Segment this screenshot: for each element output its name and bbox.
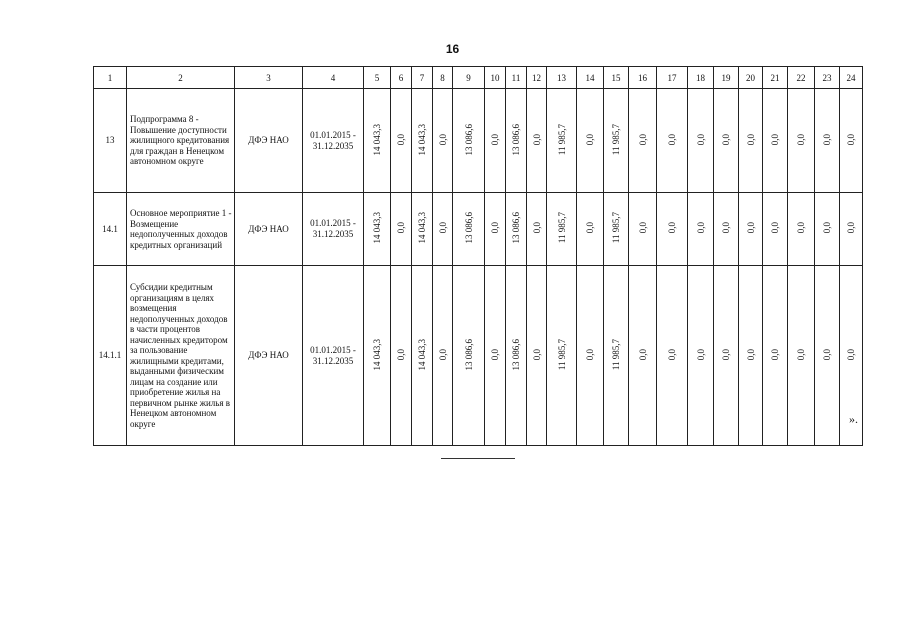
value-text: 0,0 (822, 222, 832, 234)
value-text: 0,0 (695, 133, 706, 146)
value-text: 0,0 (437, 222, 448, 234)
column-number: 6 (391, 67, 412, 89)
value-cell (815, 266, 840, 446)
value-text: 0,0 (846, 348, 856, 361)
value-text: 0,0 (695, 222, 706, 234)
value-text: 13 086,6 (511, 212, 521, 244)
value-cell (739, 266, 763, 446)
value-text: 0,0 (721, 222, 731, 234)
value-text: 14 043,3 (417, 338, 427, 371)
value-cell (815, 89, 840, 193)
value-text: 0,0 (822, 348, 832, 361)
value-text: 0,0 (585, 133, 595, 146)
value-text: 0,0 (490, 222, 500, 234)
value-cell (433, 193, 453, 266)
value-cell (688, 266, 714, 446)
row-executor: ДФЭ НАО (235, 266, 303, 446)
value-cell (577, 193, 604, 266)
row-period: 01.01.2015 - 31.12.2035 (303, 266, 364, 446)
value-text: 0,0 (490, 348, 500, 361)
value-text: 0,0 (846, 222, 856, 234)
value-cell (739, 193, 763, 266)
column-number: 21 (763, 67, 788, 89)
value-cell (485, 266, 506, 446)
value-cell (391, 193, 412, 266)
value-text: 0,0 (667, 133, 677, 146)
value-cell (714, 193, 739, 266)
value-cell (714, 89, 739, 193)
value-text: 0,0 (437, 348, 448, 361)
value-text: 0,0 (637, 133, 648, 146)
value-text: 0,0 (745, 133, 756, 146)
value-text: 14 043,3 (372, 212, 382, 244)
row-executor: ДФЭ НАО (235, 193, 303, 266)
value-cell (506, 193, 527, 266)
value-text: 0,0 (721, 348, 731, 361)
value-cell (788, 89, 815, 193)
program-table (93, 66, 863, 446)
value-cell (547, 193, 577, 266)
value-cell (629, 266, 657, 446)
value-text: 13 086,6 (511, 338, 521, 371)
value-text: 0,0 (667, 348, 677, 361)
value-cell (364, 193, 391, 266)
value-cell (604, 89, 629, 193)
value-cell (364, 266, 391, 446)
column-number: 3 (235, 67, 303, 89)
row-code: 14.1.1 (94, 266, 127, 446)
value-text: 0,0 (531, 133, 542, 146)
row-name: Основное мероприятие 1 - Возмещение недополученных доходов кредитных организаций (127, 193, 235, 266)
row-name: Субсидии кредитным организациям в целях возмещения недополученных доходов в части процентов начисленных кредитором за пользование жилищными кредитами, выданными физическим лицам на создание или приобретение жилья на первичном рынке жилья в Ненецком автономном округе (127, 266, 235, 446)
value-cell (629, 89, 657, 193)
value-text: 13 086,6 (463, 338, 474, 371)
value-text: 0,0 (796, 133, 806, 146)
closing-quote: ». (849, 412, 858, 426)
value-text: 11 985,7 (611, 212, 621, 244)
column-number: 5 (364, 67, 391, 89)
value-cell (506, 266, 527, 446)
value-cell (788, 266, 815, 446)
column-number: 15 (604, 67, 629, 89)
value-cell (604, 266, 629, 446)
value-text: 14 043,3 (372, 123, 382, 156)
row-code: 13 (94, 89, 127, 193)
column-number: 12 (527, 67, 547, 89)
table-row (94, 89, 863, 193)
value-text: 13 086,6 (463, 123, 474, 156)
column-number: 18 (688, 67, 714, 89)
column-number: 14 (577, 67, 604, 89)
column-number: 20 (739, 67, 763, 89)
value-text: 0,0 (721, 133, 731, 146)
value-cell (577, 266, 604, 446)
row-period: 01.01.2015 - 31.12.2035 (303, 193, 364, 266)
value-cell (506, 89, 527, 193)
value-cell (788, 193, 815, 266)
value-text: 11 985,7 (556, 212, 567, 244)
row-executor: ДФЭ НАО (235, 89, 303, 193)
value-text: 0,0 (796, 222, 806, 234)
value-cell (763, 89, 788, 193)
end-rule (441, 458, 515, 459)
value-cell (485, 89, 506, 193)
value-cell (391, 89, 412, 193)
value-cell (412, 89, 433, 193)
table-row (94, 266, 863, 446)
value-cell (657, 193, 688, 266)
column-number: 9 (453, 67, 485, 89)
value-text: 0,0 (667, 222, 677, 234)
row-period: 01.01.2015 - 31.12.2035 (303, 89, 364, 193)
value-cell (391, 266, 412, 446)
value-text: 0,0 (437, 133, 448, 146)
value-text: 0,0 (585, 348, 595, 361)
value-text: 11 985,7 (611, 123, 621, 156)
value-text: 0,0 (531, 222, 542, 234)
value-cell (453, 89, 485, 193)
column-number: 13 (547, 67, 577, 89)
value-text: 0,0 (822, 133, 832, 146)
value-cell (412, 266, 433, 446)
value-text: 11 985,7 (556, 123, 567, 156)
value-text: 0,0 (531, 348, 542, 361)
row-code: 14.1 (94, 193, 127, 266)
column-number: 11 (506, 67, 527, 89)
value-cell (453, 266, 485, 446)
value-cell (453, 193, 485, 266)
column-number: 4 (303, 67, 364, 89)
value-text: 0,0 (745, 348, 756, 361)
value-cell (657, 89, 688, 193)
row-name: Подпрограмма 8 - Повышение доступности жилищного кредитования для граждан в Ненецком автономном округе (127, 89, 235, 193)
value-text: 11 985,7 (556, 338, 567, 371)
column-number: 10 (485, 67, 506, 89)
page-number: 16 (445, 42, 460, 56)
value-cell (527, 89, 547, 193)
value-text: 11 985,7 (611, 338, 621, 371)
table-row (94, 193, 863, 266)
value-text: 0,0 (770, 133, 780, 146)
value-cell (815, 193, 840, 266)
value-text: 0,0 (637, 222, 648, 234)
column-number: 16 (629, 67, 657, 89)
value-text: 14 043,3 (417, 123, 427, 156)
value-cell (629, 193, 657, 266)
value-cell (688, 193, 714, 266)
value-cell (412, 193, 433, 266)
column-number: 23 (815, 67, 840, 89)
value-text: 0,0 (770, 348, 780, 361)
value-text: 0,0 (396, 348, 406, 361)
value-text: 0,0 (745, 222, 756, 234)
value-text: 0,0 (695, 348, 706, 361)
column-number-row (94, 67, 863, 89)
column-number: 1 (94, 67, 127, 89)
value-text: 0,0 (396, 222, 406, 234)
value-cell (840, 193, 863, 266)
value-cell (763, 193, 788, 266)
value-text: 0,0 (490, 133, 500, 146)
value-cell (527, 193, 547, 266)
value-text: 13 086,6 (511, 123, 521, 156)
value-cell (547, 266, 577, 446)
value-text: 13 086,6 (463, 212, 474, 244)
value-cell (527, 266, 547, 446)
value-cell (763, 266, 788, 446)
value-cell (604, 193, 629, 266)
value-cell (714, 266, 739, 446)
column-number: 7 (412, 67, 433, 89)
column-number: 8 (433, 67, 453, 89)
column-number: 22 (788, 67, 815, 89)
value-text: 0,0 (796, 348, 806, 361)
column-number: 19 (714, 67, 739, 89)
value-cell (840, 89, 863, 193)
value-cell (547, 89, 577, 193)
value-cell (739, 89, 763, 193)
value-cell (364, 89, 391, 193)
value-text: 0,0 (770, 222, 780, 234)
column-number: 17 (657, 67, 688, 89)
column-number: 2 (127, 67, 235, 89)
value-text: 14 043,3 (417, 212, 427, 244)
value-text: 0,0 (846, 133, 856, 146)
value-cell (433, 266, 453, 446)
value-text: 0,0 (396, 133, 406, 146)
column-number: 24 (840, 67, 863, 89)
value-text: 14 043,3 (372, 338, 382, 371)
value-cell (688, 89, 714, 193)
value-cell (485, 193, 506, 266)
value-text: 0,0 (585, 222, 595, 234)
value-text: 0,0 (637, 348, 648, 361)
value-cell (433, 89, 453, 193)
value-cell (657, 266, 688, 446)
value-cell (577, 89, 604, 193)
